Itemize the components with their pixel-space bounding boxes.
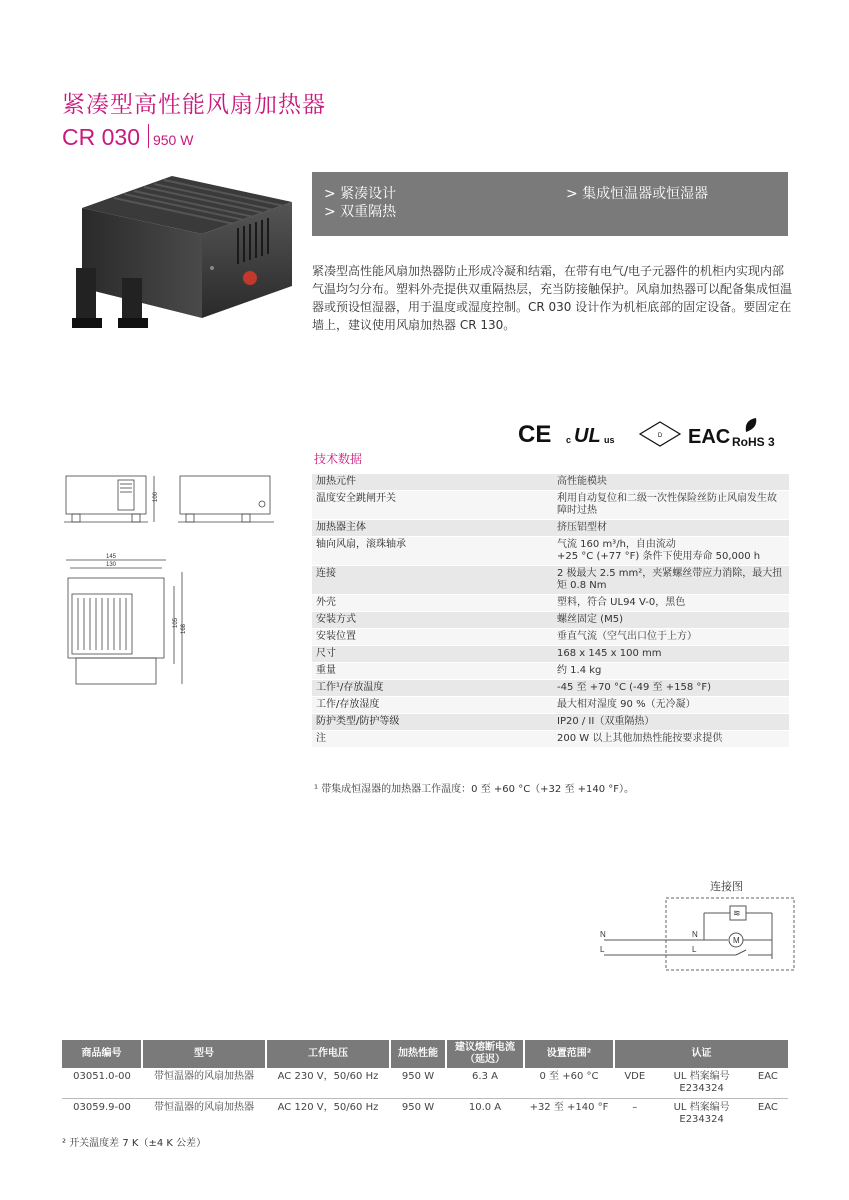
- feature-item: > 集成恒温器或恒湿器: [566, 186, 709, 202]
- eac-mark-icon: [688, 426, 730, 448]
- spec-value: 塑料，符合 UL94 V-0，黑色: [553, 595, 789, 612]
- cell-cert: EAC: [757, 1102, 778, 1113]
- spec-value: 高性能模块: [553, 474, 789, 491]
- spec-key: 加热器主体: [312, 520, 553, 537]
- table-row: [312, 491, 789, 520]
- ce-text: CE: [518, 421, 552, 448]
- cell-cert: VDE: [614, 1068, 656, 1099]
- wiring-label-l: L: [600, 945, 605, 954]
- model-power: 950 W: [152, 132, 194, 148]
- spec-key: 外壳: [312, 595, 553, 612]
- order-footnote: ² 开关温度差 7 K（±4 K 公差）: [62, 1138, 207, 1149]
- motor-icon: M: [733, 936, 740, 945]
- table-row: [312, 731, 789, 748]
- model-heading: [62, 124, 193, 151]
- cell-article-no: 03059.9-00: [73, 1102, 131, 1113]
- vde-mark-icon: [640, 422, 680, 446]
- cell-voltage: AC 230 V，50/60 Hz: [266, 1068, 390, 1099]
- spec-key: 轴向风扇，滚珠轴承: [312, 537, 553, 566]
- cell-type: 带恒温器的风扇加热器: [154, 1102, 254, 1113]
- table-row: [312, 520, 789, 537]
- table-row: [312, 714, 789, 731]
- feature-item: > 双重隔热: [324, 204, 397, 220]
- spec-value: 螺丝固定 (M5): [553, 612, 789, 629]
- table-row: [312, 680, 789, 697]
- tech-footnote: ¹ 带集成恒湿器的加热器工作温度：0 至 +60 °C（+32 至 +140 °F）。: [314, 784, 635, 795]
- cell-voltage: AC 120 V，50/60 Hz: [277, 1102, 379, 1113]
- cell-cert-ul: UL 档案编号 E234324: [656, 1068, 748, 1099]
- table-row: [62, 1099, 788, 1130]
- cell-power: 950 W: [401, 1102, 435, 1113]
- feature-box: [312, 172, 788, 236]
- cell-cert-ul: UL 档案编号 E234324: [673, 1102, 730, 1125]
- wiring-title: 连接图: [710, 880, 743, 893]
- wiring-label-n: N: [600, 930, 606, 939]
- model-number: CR 030: [62, 124, 140, 150]
- feature-item: > 紧凑设计: [324, 186, 397, 202]
- spec-key: 防护类型/防护等级: [312, 714, 553, 731]
- spec-key: 安装方式: [312, 612, 553, 629]
- ce-mark-icon: [518, 421, 551, 448]
- order-table: [62, 1040, 788, 1129]
- divider: [148, 124, 149, 148]
- wiring-diagram: [596, 893, 796, 973]
- table-row: [312, 537, 789, 566]
- feature-list-left: [324, 185, 396, 221]
- dim-label: 105: [173, 617, 179, 628]
- page-title: 紧凑型高性能风扇加热器: [62, 92, 326, 118]
- spec-value: IP20 / II（双重隔热）: [553, 714, 789, 731]
- top-view-drawing: [66, 560, 182, 684]
- table-row: [312, 595, 789, 612]
- spec-value: 168 x 145 x 100 mm: [553, 646, 789, 663]
- spec-key: 工作¹/存放温度: [312, 680, 553, 697]
- order-header: 工作电压: [266, 1040, 390, 1068]
- order-header: 建议熔断电流（延迟）: [446, 1040, 524, 1068]
- spec-key: 加热元件: [312, 474, 553, 491]
- table-row: [312, 629, 789, 646]
- table-row: [312, 612, 789, 629]
- spec-value: 最大相对湿度 90 %（无冷凝）: [553, 697, 789, 714]
- dimension-drawings: [62, 468, 302, 718]
- spec-key: 温度安全跳闸开关: [312, 491, 553, 520]
- spec-value: 2 极最大 2.5 mm²，夹紧螺丝带应力消除，最大扭矩 0.8 Nm: [553, 566, 789, 595]
- ul-mark-icon: [566, 425, 615, 447]
- svg-text:c: c: [566, 435, 572, 445]
- product-photo: [62, 168, 298, 338]
- svg-text:us: us: [604, 435, 615, 445]
- spec-value: -45 至 +70 °C (-49 至 +158 °F): [553, 680, 789, 697]
- order-header: 认证: [614, 1040, 788, 1068]
- svg-text:RoHS 3: RoHS 3: [732, 435, 775, 449]
- product-description: 紧凑型高性能风扇加热器防止形成冷凝和结霜，在带有电气/电子元器件的机柜内实现内部气温均匀分布。塑料外壳提供双重隔热层，充当防接触保护。风扇加热器可以配备集成恒温器或预设恒湿器，用于温度或湿度控制。CR 030 设计作为机柜底部的固定设备。要固定在墙上，建议使用风扇加热器 CR 130。: [312, 264, 793, 332]
- cell-cert: EAC: [748, 1068, 788, 1099]
- cell-range: 0 至 +60 °C: [524, 1068, 614, 1099]
- order-header: 型号: [142, 1040, 266, 1068]
- spec-value: 垂直气流（空气出口位于上方）: [553, 629, 789, 646]
- rohs-mark-icon: [732, 418, 775, 449]
- side-view-drawing: [178, 476, 274, 522]
- table-row: [312, 474, 789, 491]
- wiring-label-n: N: [692, 930, 698, 939]
- front-view-drawing: [64, 476, 154, 522]
- spec-value: 约 1.4 kg: [553, 663, 789, 680]
- cell-power: 950 W: [390, 1068, 446, 1099]
- table-row: [312, 566, 789, 595]
- dim-label: 100: [153, 491, 159, 502]
- tech-spec-table: [312, 474, 789, 748]
- table-row: [312, 663, 789, 680]
- order-header: 设置范围²: [524, 1040, 614, 1068]
- heater-icon: ≋: [733, 908, 741, 918]
- order-header: 加热性能: [390, 1040, 446, 1068]
- cell-range: +32 至 +140 °F: [529, 1102, 609, 1113]
- svg-text:UL: UL: [574, 425, 601, 447]
- spec-value: 200 W 以上其他加热性能按要求提供: [553, 731, 789, 748]
- svg-text:EAC: EAC: [688, 426, 731, 448]
- cell-article-no: 03051.0-00: [62, 1068, 142, 1099]
- spec-key: 连接: [312, 566, 553, 595]
- dim-label: 168: [181, 623, 187, 634]
- table-row: [62, 1068, 788, 1099]
- spec-key: 安装位置: [312, 629, 553, 646]
- spec-key: 工作/存放湿度: [312, 697, 553, 714]
- table-row: [312, 646, 789, 663]
- spec-key: 尺寸: [312, 646, 553, 663]
- tech-data-title: 技术数据: [314, 452, 363, 466]
- order-header: 商品编号: [62, 1040, 142, 1068]
- table-row: [312, 697, 789, 714]
- spec-key: 注: [312, 731, 553, 748]
- spec-key: 重量: [312, 663, 553, 680]
- cell-fuse: 6.3 A: [446, 1068, 524, 1099]
- dim-label: 145: [106, 554, 117, 560]
- certification-logos: [518, 416, 788, 452]
- wiring-label-l: L: [692, 945, 697, 954]
- spec-value: 利用自动复位和二级一次性保险丝防止风扇发生故障时过热: [553, 491, 789, 520]
- cell-cert: –: [632, 1102, 638, 1113]
- spec-value: 挤压铝型材: [553, 520, 789, 537]
- cell-fuse: 10.0 A: [468, 1102, 502, 1113]
- cell-type: 带恒温器的风扇加热器: [142, 1068, 266, 1099]
- spec-value: 气流 160 m³/h，自由流动 +25 °C (+77 °F) 条件下使用寿命 50,000 h: [553, 537, 789, 566]
- svg-text:D: D: [657, 433, 663, 439]
- dim-label: 130: [106, 562, 117, 568]
